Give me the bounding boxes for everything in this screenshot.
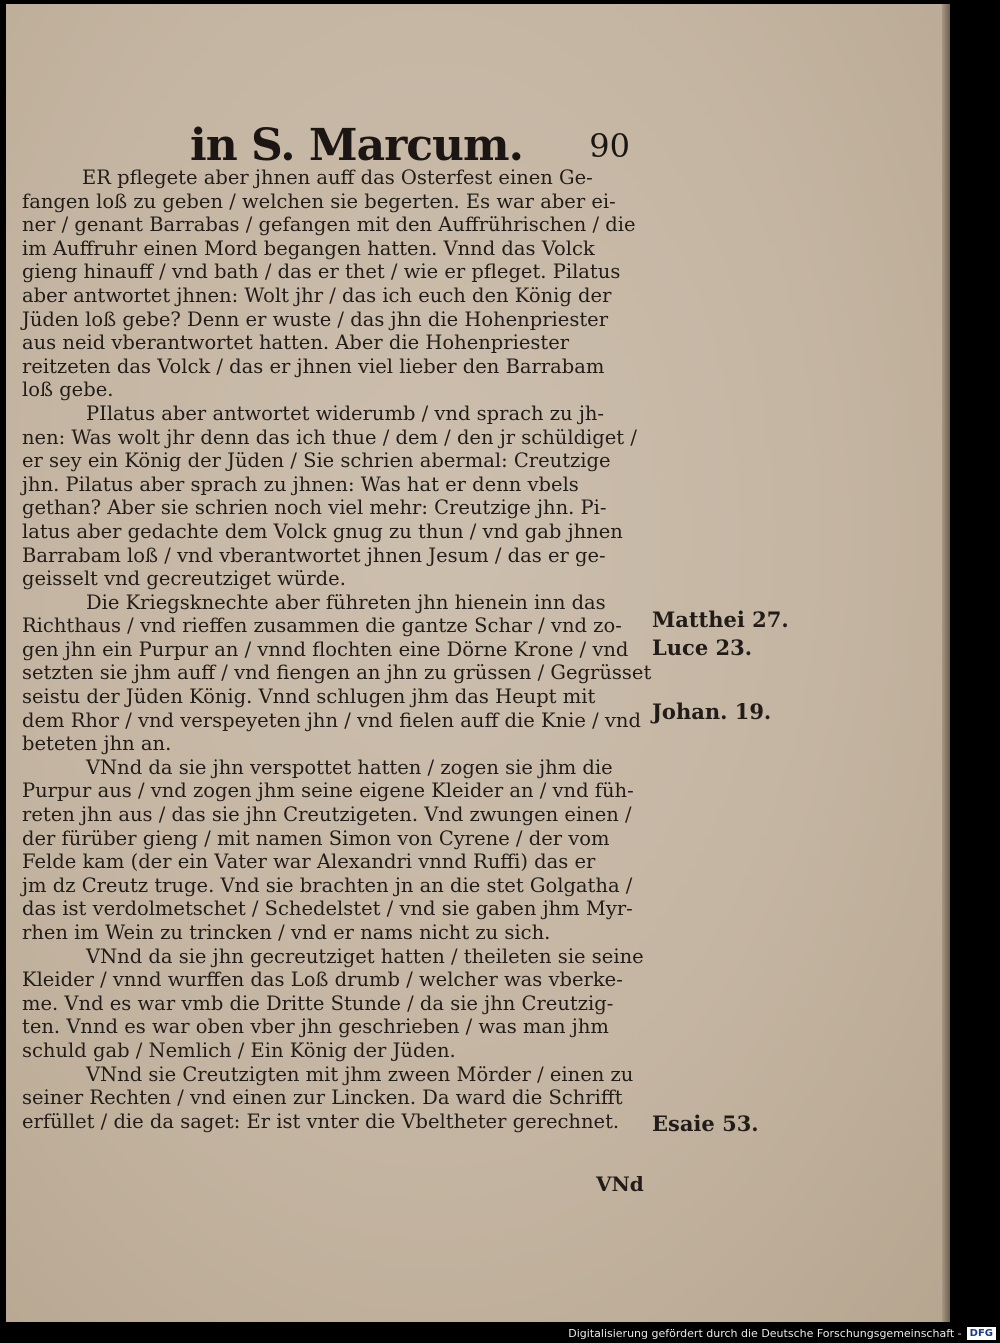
body-text xyxy=(22,166,654,1133)
folio-number: 90 xyxy=(589,127,630,165)
text-line: Felde kam (der ein Vater war Alexandri vnnd Ruffi) das er xyxy=(22,850,596,874)
text-line: seiner Rechten / vnd einen zur Lincken. Da ward die Schrifft xyxy=(22,1086,623,1110)
text-line: Richthaus / vnd rieffen zusammen die gantze Schar / vnd zo- xyxy=(22,614,622,638)
text-line: nen: Was wolt jhr denn das ich thue / dem / den jr schüldiget / xyxy=(22,425,637,449)
marginal-note: Johan. 19. xyxy=(652,699,772,724)
text-line: der fürüber gieng / mit namen Simon von Cyrene / der vom xyxy=(22,826,610,850)
running-title: in S. Marcum. xyxy=(190,120,523,171)
text-line: er sey ein König der Jüden / Sie schrien abermal: Creutzige xyxy=(22,449,611,473)
text-line: VNnd da sie jhn gecreutziget hatten / theileten sie seine xyxy=(86,944,644,968)
text-line: Jüden loß gebe? Denn er wuste / das jhn die Hohenpriester xyxy=(22,307,609,331)
text-line: reitzeten das Volck / das er jhnen viel lieber den Barrabam xyxy=(22,354,605,378)
text-line: VNnd da sie jhn verspottet hatten / zogen sie jhm die xyxy=(86,755,613,779)
text-line: setzten sie jhm auff / vnd fiengen an jhn zu grüssen / Gegrüsset xyxy=(22,661,652,685)
marginal-note: Esaie 53. xyxy=(652,1111,759,1136)
text-line: aus neid vberantwortet hatten. Aber die Hohenpriester xyxy=(22,331,570,355)
text-line: Die Kriegsknechte aber führeten jhn hienein inn das xyxy=(86,590,606,614)
dfg-logo: DFG xyxy=(967,1327,996,1340)
text-line: aber antwortet jhnen: Wolt jhr / das ich euch den König der xyxy=(22,283,612,307)
page-edge xyxy=(942,4,950,1322)
text-line: ner / genant Barrabas / gefangen mit den Auffrührischen / die xyxy=(22,213,636,237)
text-line: PIlatus aber antwortet widerumb / vnd sprach zu jh- xyxy=(86,401,605,425)
text-line: reten jhn aus / das sie jhn Creutzigeten. Vnd zwungen einen / xyxy=(22,803,632,827)
text-line: fangen loß zu geben / welchen sie begerten. Es war aber ei- xyxy=(22,189,616,213)
text-line: Purpur aus / vnd zogen jhm seine eigene Kleider an / vnd füh- xyxy=(22,779,634,803)
text-line: ten. Vnnd es war oben vber jhn geschrieben / was man jhm xyxy=(22,1015,609,1039)
page-footer xyxy=(568,1324,996,1342)
text-line: im Auffruhr einen Mord begangen hatten. Vnnd das Volck xyxy=(22,236,595,260)
catchword: VNd xyxy=(596,1172,644,1196)
text-line: loß gebe. xyxy=(22,378,114,402)
text-line: rhen im Wein zu trincken / vnd er nams nicht zu sich. xyxy=(22,921,551,944)
marginal-note: Matthei 27. xyxy=(652,607,789,632)
funding-credit: Digitalisierung gefördert durch die Deutsche Forschungsgemeinschaft - xyxy=(568,1326,962,1340)
text-line: geisselt vnd gecreutziget würde. xyxy=(22,567,346,591)
marginal-note: Luce 23. xyxy=(652,635,753,660)
text-line: gieng hinauff / vnd bath / das er thet / wie er pfleget. Pilatus xyxy=(22,260,621,284)
text-line: dem Rhor / vnd verspeyeten jhn / vnd fielen auff die Knie / vnd xyxy=(22,708,641,732)
text-line: latus aber gedachte dem Volck gnug zu thun / vnd gab jhnen xyxy=(22,519,623,543)
text-line: erfüllet / die da saget: Er ist vnter die Vbeltheter gerechnet. xyxy=(22,1109,620,1133)
text-line: Barrabam loß / vnd vberantwortet jhnen Jesum / das er ge- xyxy=(22,543,606,567)
text-line: das ist verdolmetschet / Schedelstet / vnd sie gaben jhm Myr- xyxy=(22,897,633,921)
text-line: gethan? Aber sie schrien noch viel mehr: Creutzige jhn. Pi- xyxy=(22,496,607,520)
text-line: gen jhn ein Purpur an / vnnd flochten eine Dörne Krone / vnd xyxy=(22,637,629,661)
text-line: VNnd sie Creutzigten mit jhm zween Mörder / einen zu xyxy=(86,1062,634,1086)
text-line: seistu der Jüden König. Vnnd schlugen jhm das Heupt mit xyxy=(22,685,596,709)
text-line: beteten jhn an. xyxy=(22,732,172,756)
text-line: ER pflegete aber jhnen auff das Osterfest einen Ge- xyxy=(82,166,593,189)
text-line: jhn. Pilatus aber sprach zu jhnen: Was hat er denn vbels xyxy=(22,472,579,496)
text-line: me. Vnd es war vmb die Dritte Stunde / da sie jhn Creutzig- xyxy=(22,991,614,1015)
text-line: schuld gab / Nemlich / Ein König der Jüden. xyxy=(22,1038,456,1062)
text-line: Kleider / vnnd wurffen das Loß drumb / welcher was vberke- xyxy=(22,968,623,992)
text-line: jm dz Creutz truge. Vnd sie brachten jn an die stet Golgatha / xyxy=(22,873,633,897)
